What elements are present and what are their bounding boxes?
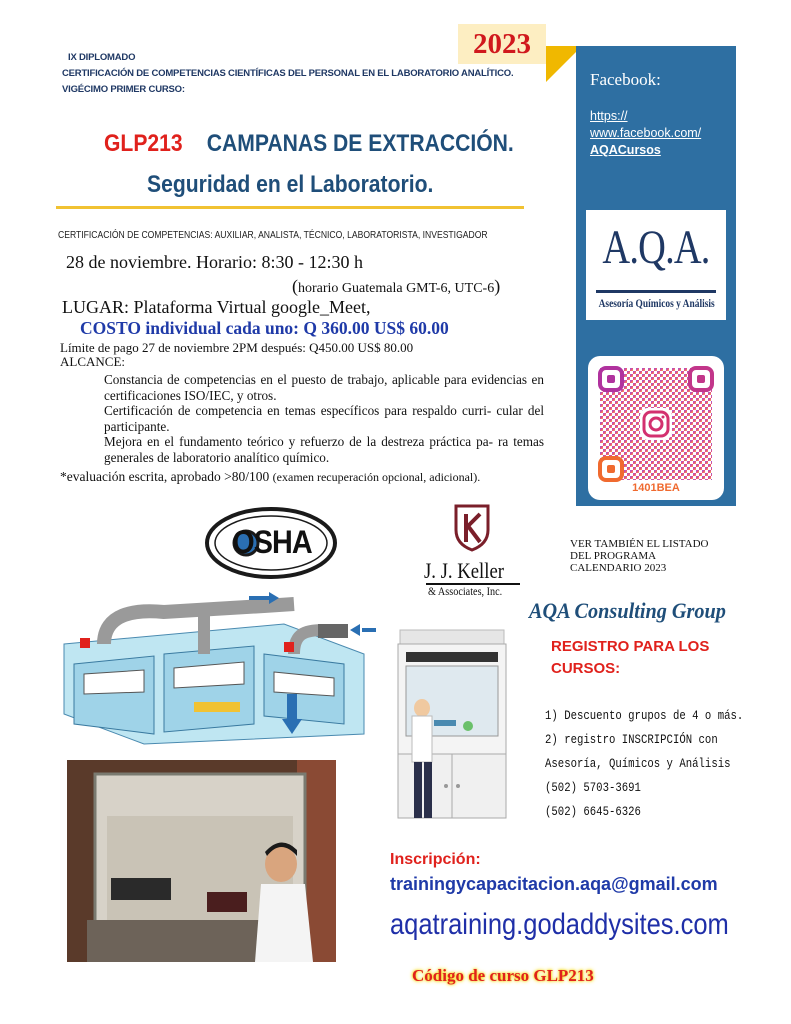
facebook-url-line[interactable]: https:// <box>590 109 628 123</box>
fume-hood-product-image <box>382 622 514 826</box>
see-also-line: DEL PROGRAMA <box>570 550 657 562</box>
facebook-url-line[interactable]: AQACursos <box>590 143 661 157</box>
diploma-line: IX DIPLOMADO <box>68 52 136 63</box>
aqa-logo <box>586 210 726 320</box>
registration-item: 1) Descuento grupos de 4 o más. <box>545 708 744 723</box>
timezone-paren-open: ( <box>292 276 298 296</box>
qr-code-icon <box>588 356 724 500</box>
jj-keller-logo <box>418 504 528 600</box>
phone-number[interactable]: (502) 6645-6326 <box>545 804 641 819</box>
scope-list <box>104 372 544 465</box>
title-divider <box>56 206 524 209</box>
course-subtitle: Seguridad en el Laboratorio. <box>147 171 434 198</box>
evaluation-main: *evaluación escrita, aprobado >80/100 <box>60 469 273 484</box>
see-also-line: CALENDARIO 2023 <box>570 562 667 574</box>
osha-logo <box>204 506 338 580</box>
fume-hood-ducts-illustration <box>44 584 380 746</box>
timezone <box>292 276 500 297</box>
certification-header: CERTIFICACIÓN DE COMPETENCIAS CIENTÍFICAS DEL PERSONAL EN EL LABORATORIO ANALÍTICO. <box>62 68 514 79</box>
aqa-logo-subtitle: Asesoría Químicos y Análisis <box>598 298 715 310</box>
course-code-footer: Código de curso GLP213 <box>412 966 594 985</box>
registration-item: Asesoría, Químicos y Análisis <box>545 756 731 771</box>
scope-item: Mejora en el fundamento teórico y refuerzo de la destreza práctica pa- ra temas generales de laboratorio analítico químico. <box>104 434 544 465</box>
website-link[interactable]: aqatraining.godaddysites.com <box>390 908 729 941</box>
qr-caption: 1401BEA <box>632 482 680 494</box>
lab-photo <box>67 760 336 962</box>
place: LUGAR: Plataforma Virtual google_Meet, <box>62 297 371 317</box>
keller-crest-icon <box>452 504 492 552</box>
scope-item: Certificación de competencia en temas específicos para respaldo curri- cular del participante. <box>104 403 544 434</box>
lab-ventilation-illustration <box>44 584 380 746</box>
scope-item: Constancia de competencias en el puesto de trabajo, aplicable para evidencias en certificaciones ISO/IEC, y otros. <box>104 372 544 403</box>
email-link[interactable]: trainingycapacitacion.aqa@gmail.com <box>390 874 718 894</box>
course-name: CAMPANAS DE EXTRACCIÓN. <box>206 130 514 157</box>
consulting-group-name: AQA Consulting Group <box>529 598 726 623</box>
instagram-qr-code[interactable] <box>588 356 724 500</box>
see-also-note <box>570 538 708 574</box>
lab-technician-photo <box>67 760 336 962</box>
year-badge: 2023 <box>458 24 546 64</box>
course-code: GLP213 <box>104 130 183 157</box>
evaluation-note: (examen recuperación opcional, adicional). <box>272 470 481 484</box>
course-title <box>104 130 514 158</box>
osha-text: OSHA <box>232 524 312 560</box>
header <box>62 52 513 95</box>
aqa-logo-rule <box>596 290 716 293</box>
facebook-url-line[interactable]: www.facebook.com/ <box>590 126 702 140</box>
scope-label: ALCANCE: <box>60 354 125 369</box>
phone-number[interactable]: (502) 5703-3691 <box>545 780 641 795</box>
registration-title-line: CURSOS: <box>551 660 621 677</box>
inscription-label: Inscripción: <box>390 851 481 868</box>
date-time: 28 de noviembre. Horario: 8:30 - 12:30 h <box>66 252 363 272</box>
timezone-text: horario Guatemala GMT-6, UTC-6 <box>298 281 495 296</box>
see-also-line: VER TAMBIÉN EL LISTADO <box>570 538 709 550</box>
fume-hood-photo <box>382 622 514 826</box>
registration-title-line: REGISTRO PARA LOS <box>551 638 710 655</box>
evaluation <box>60 469 480 485</box>
cost: COSTO individual cada uno: Q 360.00 US$ 60.00 <box>80 318 449 338</box>
facebook-link[interactable] <box>590 108 701 159</box>
aqa-logo-text: A.Q.A. <box>602 221 710 274</box>
registration-title <box>551 636 709 680</box>
keller-sub: & Associates, Inc. <box>428 584 503 598</box>
timezone-paren-close: ) <box>494 276 501 296</box>
certification-levels: CERTIFICACIÓN DE COMPETENCIAS: AUXILIAR, ANALISTA, TÉCNICO, LABORATORISTA, INVESTIGADOR <box>58 230 488 241</box>
payment-deadline: Límite de pago 27 de noviembre 2PM después: Q450.00 US$ 80.00 <box>60 340 414 355</box>
registration-list <box>545 704 743 824</box>
course-ordinal: VIGÉCIMO PRIMER CURSO: <box>62 84 185 95</box>
keller-name: J. J. Keller <box>424 558 504 583</box>
registration-item: 2) registro INSCRIPCIÓN con <box>545 732 718 747</box>
facebook-label: Facebook: <box>590 70 661 89</box>
